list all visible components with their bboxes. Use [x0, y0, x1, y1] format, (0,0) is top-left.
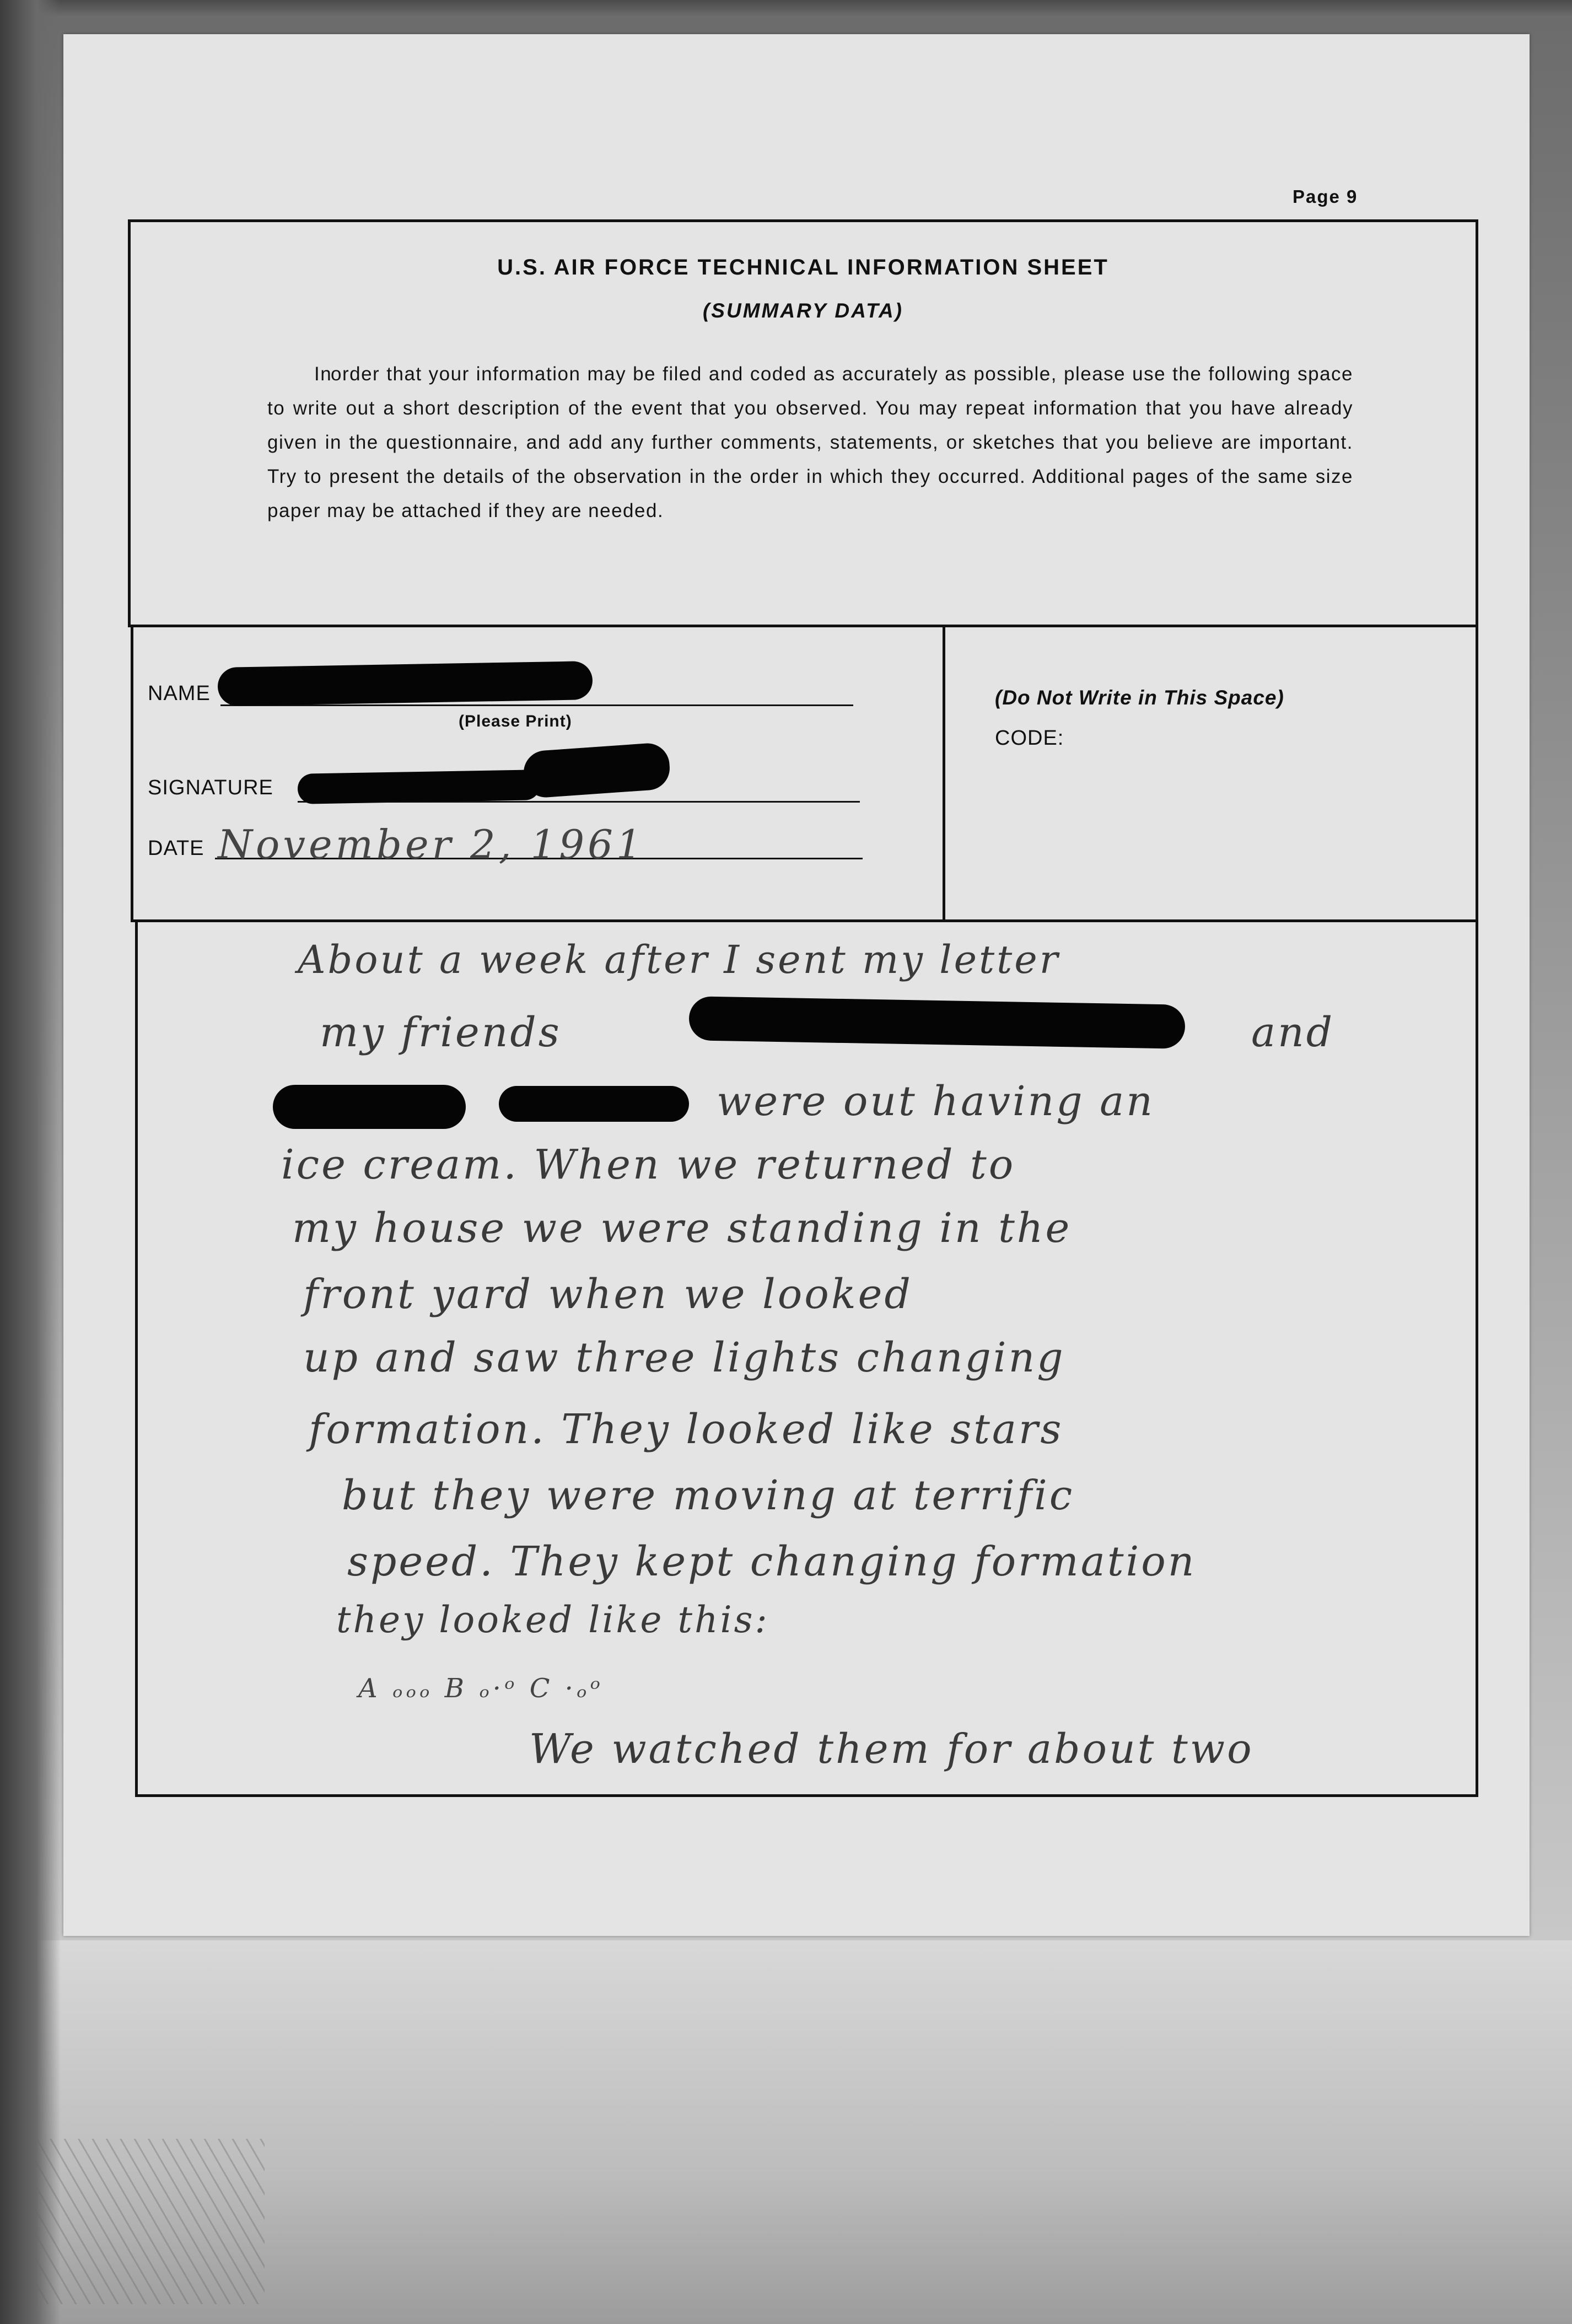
narrative-line-2: my friends	[320, 1009, 562, 1056]
friend-name-redaction-1	[688, 996, 1185, 1049]
name-label: NAME	[148, 682, 211, 705]
name-line	[220, 704, 853, 706]
narrative-line-11: they looked like this:	[336, 1599, 769, 1641]
narrative-line-12: We watched them for about two	[529, 1725, 1254, 1773]
date-label: DATE	[148, 837, 204, 860]
identity-box-divider	[943, 625, 945, 922]
narrative-line-4: ice cream. When we returned to	[281, 1141, 1016, 1188]
narrative-line-3: were out having an	[717, 1078, 1155, 1125]
page-number: Page 9	[1293, 186, 1358, 207]
signature-redaction	[298, 770, 541, 804]
form-subtitle: (SUMMARY DATA)	[702, 299, 903, 322]
scan-artifact	[33, 2139, 265, 2304]
form-instructions	[267, 357, 1353, 528]
narrative-line-6: front yard when we looked	[303, 1271, 913, 1318]
narrative-line-2b: and	[1251, 1009, 1335, 1056]
instructions-text: order that your information may be filed and coded as accurately as possible, please use the following space to write out a short description of the event that you observed. You may repeat information that you have already given in the questionnaire, and add any further comments, statements, or sketches that you believe are important. Try to present the details of the observation in the order in which they occurred. Additional pages of the same size paper may be attached if they are needed.	[267, 363, 1353, 521]
light-formation-sketch: A ₒₒₒ B ₒ·ᵒ C ·ₒᵒ	[358, 1673, 604, 1704]
name-redaction	[217, 661, 593, 706]
date-handwritten: November 2, 1961	[218, 821, 645, 868]
narrative-line-9: but they were moving at terrific	[342, 1472, 1075, 1519]
instructions-lead: In	[314, 363, 332, 385]
narrative-line-7: up and saw three lights changing	[303, 1334, 1065, 1381]
narrative-line-10: speed. They kept changing formation	[347, 1538, 1197, 1585]
friend-name-redaction-2	[273, 1085, 466, 1129]
code-label: CODE:	[995, 727, 1064, 750]
signature-label: SIGNATURE	[148, 776, 273, 799]
narrative-line-5: my house we were standing in the	[292, 1204, 1072, 1252]
narrative-line-8: formation. They looked like stars	[309, 1406, 1064, 1453]
form-title: U.S. AIR FORCE TECHNICAL INFORMATION SHEET	[497, 255, 1109, 279]
friend-name-redaction-3	[499, 1086, 689, 1122]
office-use-note: (Do Not Write in This Space)	[995, 686, 1284, 709]
print-note: (Please Print)	[459, 712, 572, 730]
narrative-line-1: About a week after I sent my letter	[298, 937, 1060, 982]
scanner-left-edge	[0, 0, 61, 2324]
